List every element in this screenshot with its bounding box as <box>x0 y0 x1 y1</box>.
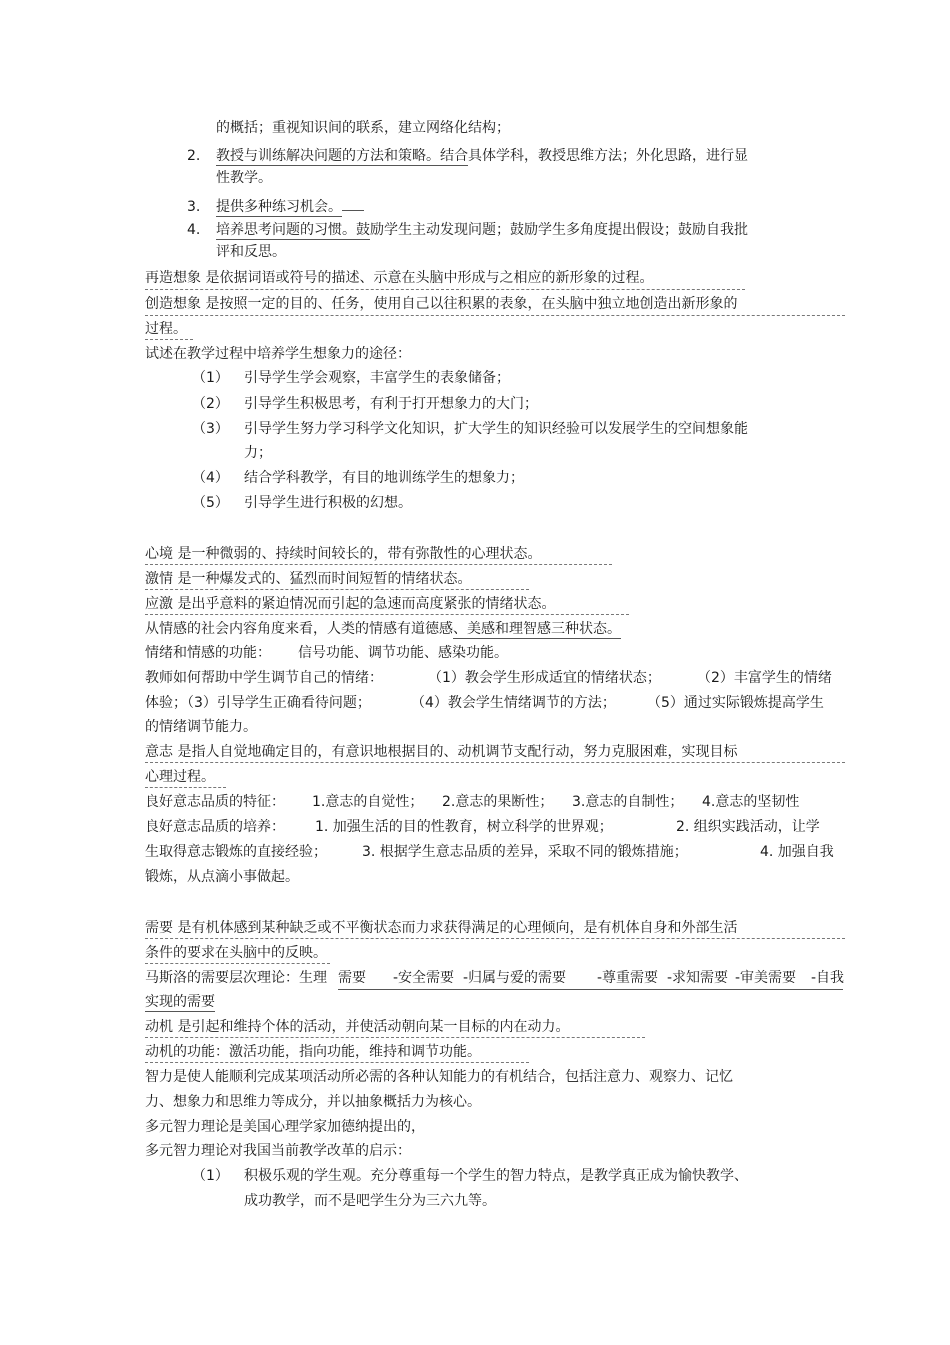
maslow-hierarchy <box>338 968 843 988</box>
definition-mood: 心境 是一种微弱的、持续时间较长的，带有弥散性的心理状态。 <box>145 546 542 562</box>
list-item-2 <box>216 146 748 166</box>
underlined-text: 教授与训练解决问题的方法和策略。结合 <box>216 148 468 164</box>
underlined-text: 实现的需要 <box>145 994 215 1010</box>
list-number: （1） <box>192 370 229 386</box>
list-number: （1） <box>192 1168 229 1184</box>
list-item-1-continuation: 的概括；重视知识间的联系，建立网络化结构； <box>216 120 510 136</box>
multiple-intelligence-origin: 多元智力理论是美国心理学家加德纳提出的， <box>145 1119 425 1135</box>
motive-function: 动机的功能：激活功能，指向功能，维持和调节功能。 <box>145 1044 481 1060</box>
wavy-underline <box>145 336 193 340</box>
maslow-end <box>145 992 215 1012</box>
list-item: 积极乐观的学生观。充分尊重每一个学生的智力特点，是教学真正成为愉快教学、 <box>244 1168 748 1184</box>
will-cultivation-2b: 生取得意志锻炼的直接经验； <box>145 844 327 860</box>
wavy-underline <box>145 286 745 290</box>
wavy-underline <box>145 561 612 565</box>
list-number: （4） <box>192 470 229 486</box>
emotion-help-1: （1）教会学生形成适宜的情绪状态； <box>428 670 661 686</box>
emotion-function-text: 信号功能、调节功能、感染功能。 <box>298 645 508 661</box>
list-number: 2. <box>187 148 201 164</box>
will-cultivation-3: 3. 根据学生意志品质的差异，采取不同的锻炼措施； <box>362 844 688 860</box>
emotion-help-2b: 体验；（3）引导学生正确看待问题； <box>145 695 371 711</box>
emotion-help-5: （5）通过实际锻炼提高学生 <box>647 695 824 711</box>
will-cultivation-4: 4. 加强自我 <box>760 844 834 860</box>
list-item-continuation: 力； <box>244 445 272 461</box>
underlined-text: 、美感和理智感三种状态。 <box>453 621 621 637</box>
maslow-item: -归属与爱的需要 <box>463 968 597 990</box>
list-number: （2） <box>192 396 229 412</box>
underline-tail <box>342 209 364 211</box>
will-trait: 3.意志的自制性； <box>572 794 684 810</box>
maslow-item: 需要 <box>338 968 393 990</box>
list-item-continuation: 成功教学，而不是吧学生分为三六九等。 <box>244 1193 496 1209</box>
list-number: （5） <box>192 495 229 511</box>
maslow-item: -安全需要 <box>393 968 463 990</box>
maslow-label: 马斯洛的需要层次理论：生理 <box>145 970 327 986</box>
wavy-underline <box>145 759 845 763</box>
list-number: 3. <box>187 199 201 215</box>
definition-will-continuation: 心理过程。 <box>145 769 215 785</box>
list-item-text: 具体学科，教授思维方法；外化思路，进行显 <box>468 148 748 164</box>
emotion-help-label: 教师如何帮助中学生调节自己的情绪： <box>145 670 383 686</box>
will-cultivation-1: 1. 加强生活的目的性教育，树立科学的世界观； <box>315 819 613 835</box>
social-emotion-text <box>145 619 621 639</box>
will-cultivation-label: 良好意志品质的培养： <box>145 819 285 835</box>
definition-passion: 激情 是一种爆发式的、猛烈而时间短暂的情绪状态。 <box>145 571 472 587</box>
will-cultivation-2: 2. 组织实践活动，让学 <box>676 819 820 835</box>
will-traits-label: 良好意志品质的特征： <box>145 794 285 810</box>
emotion-help-4: （4）教会学生情绪调节的方法； <box>411 695 616 711</box>
definition-need-continuation: 条件的要求在头脑中的反映。 <box>145 945 327 961</box>
text-span: 从情感的社会内容角度来看，人类的情感有道德感 <box>145 621 453 637</box>
list-item-2-continuation: 性教学。 <box>216 170 272 186</box>
will-cultivation-4b: 锻炼，从点滴小事做起。 <box>145 869 299 885</box>
list-item: 结合学科教学，有目的地训练学生的想象力； <box>244 470 524 486</box>
definition-creative-imagination-continuation: 过程。 <box>145 321 187 337</box>
list-item: 引导学生努力学习科学文化知识，扩大学生的知识经验可以发展学生的空间想象能 <box>244 421 748 437</box>
definition-intelligence-continuation: 力、想象力和思维力等成分，并以抽象概括力为核心。 <box>145 1094 481 1110</box>
emotion-help-2: （2）丰富学生的情绪 <box>697 670 832 686</box>
underlined-text: 培养思考问题的习惯。鼓 <box>216 222 370 238</box>
wavy-underline <box>145 935 845 939</box>
wavy-underline <box>145 312 845 316</box>
wavy-underline <box>145 611 629 615</box>
maslow-item: -审美需要 <box>735 968 811 990</box>
definition-motive: 动机 是引起和维持个体的活动，并使活动朝向某一目标的内在动力。 <box>145 1019 570 1035</box>
will-trait: 4.意志的坚韧性 <box>702 794 800 810</box>
list-item: 引导学生积极思考，有利于打开想象力的大门； <box>244 396 538 412</box>
list-item-3 <box>216 197 364 217</box>
definition-need: 需要 是有机体感到某种缺乏或不平衡状态而力求获得满足的心理倾向，是有机体自身和外部生活 <box>145 920 738 936</box>
question-heading: 试述在教学过程中培养学生想象力的途径： <box>145 346 411 362</box>
list-number: 4. <box>187 222 201 238</box>
wavy-underline <box>145 586 529 590</box>
multiple-intelligence-insight: 多元智力理论对我国当前教学改革的启示： <box>145 1143 411 1159</box>
wavy-underline <box>145 960 330 964</box>
list-item-4 <box>216 220 748 240</box>
definition-will: 意志 是指人自觉地确定目的，有意识地根据目的、动机调节支配行动，努力克服困难，实现目标 <box>145 744 738 760</box>
list-item-text: 励学生主动发现问题；鼓励学生多角度提出假设；鼓励自我批 <box>370 222 748 238</box>
will-trait: 1.意志的自觉性； <box>312 794 424 810</box>
maslow-item: -自我 <box>811 968 843 990</box>
maslow-item: -尊重需要 <box>597 968 667 990</box>
list-item: 引导学生进行积极的幻想。 <box>244 495 412 511</box>
definition-stress: 应激 是出乎意料的紧迫情况而引起的急速而高度紧张的情绪状态。 <box>145 596 556 612</box>
definition-creative-imagination: 创造想象 是按照一定的目的、任务，使用自己以往积累的表象，在头脑中独立地创造出新形象的 <box>145 296 738 312</box>
wavy-underline <box>145 784 226 788</box>
definition-reproductive-imagination: 再造想象 是依据词语或符号的描述、示意在头脑中形成与之相应的新形象的过程。 <box>145 270 654 286</box>
wavy-underline <box>145 1034 645 1038</box>
will-trait: 2.意志的果断性； <box>442 794 554 810</box>
definition-intelligence: 智力是使人能顺利完成某项活动所必需的各种认知能力的有机结合，包括注意力、观察力、记忆 <box>145 1069 733 1085</box>
list-item: 引导学生学会观察，丰富学生的表象储备； <box>244 370 510 386</box>
list-number: （3） <box>192 421 229 437</box>
wavy-underline <box>145 1059 529 1063</box>
underlined-text: 提供多种练习机会。 <box>216 199 342 215</box>
maslow-item: -求知需要 <box>667 968 735 990</box>
emotion-function-label: 情绪和情感的功能： <box>145 645 271 661</box>
emotion-help-end: 的情绪调节能力。 <box>145 719 257 735</box>
list-item-4-continuation: 评和反思。 <box>216 244 286 260</box>
